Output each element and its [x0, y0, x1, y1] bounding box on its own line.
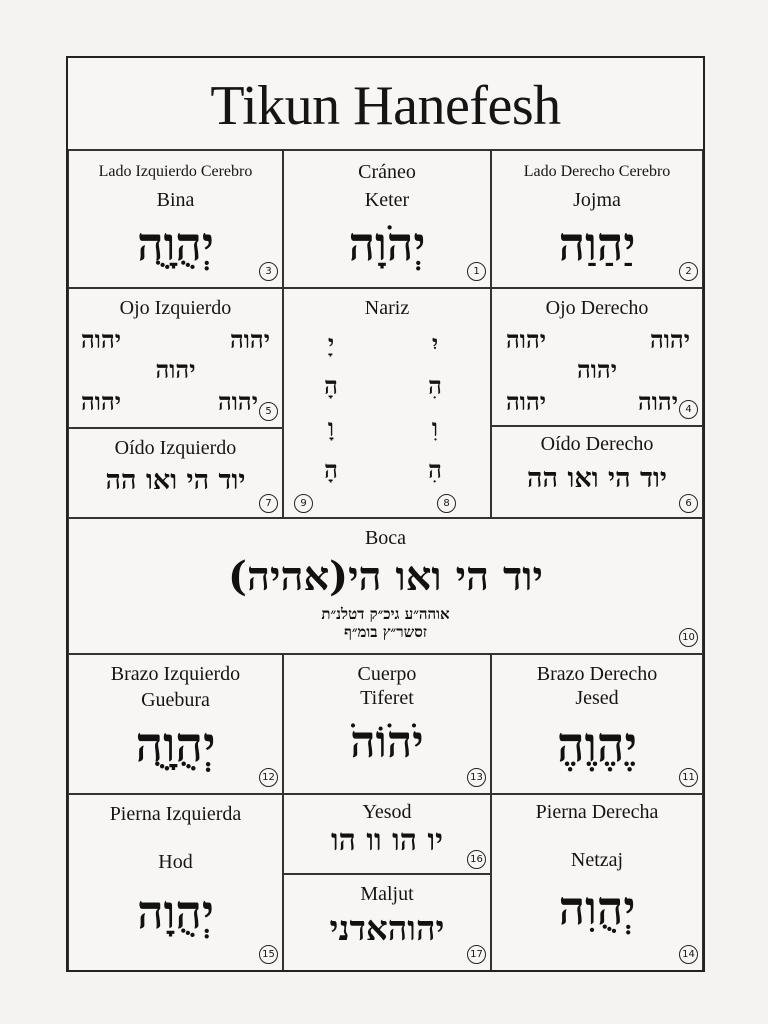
cell-sefira: Bina — [156, 189, 195, 211]
hebrew-name: יַהַוַה — [558, 217, 636, 271]
nariz-column-left — [316, 323, 346, 491]
title-box — [68, 58, 703, 150]
cell-label: Ojo Izquierdo — [119, 297, 232, 319]
hebrew-letter: וָ — [327, 413, 335, 442]
cell-jojma — [491, 150, 703, 288]
number-badge: 15 — [259, 945, 278, 964]
cell-sefira: Jojma — [573, 189, 621, 211]
cell-label: Yesod — [362, 801, 412, 823]
nariz-column-right — [420, 323, 450, 491]
cell-ojo-izquierdo — [68, 288, 283, 428]
number-badge: 5 — [259, 402, 278, 421]
number-badge: 17 — [467, 945, 486, 964]
cell-label: Ojo Derecho — [545, 297, 649, 319]
number-badge: 1 — [467, 262, 486, 281]
cell-label: Cuerpo — [357, 663, 417, 685]
cell-maljut — [283, 874, 491, 970]
hebrew-letter: וִ — [431, 413, 439, 442]
hebrew-name: יהוהאדני — [329, 909, 445, 949]
cell-sefira: Guebura — [141, 689, 210, 711]
cell-oido-derecho — [491, 426, 703, 518]
hebrew-name: יֹהֹוֹהֹ — [350, 717, 424, 768]
cell-sefira: Tiferet — [360, 687, 414, 709]
cell-label: Oído Derecho — [540, 433, 654, 455]
hebrew-letter: הִ — [428, 455, 442, 484]
hebrew-name: יהוה — [576, 355, 618, 384]
hebrew-name: יְהֻוָֻה — [135, 717, 216, 773]
page-title: Tikun Hanefesh — [210, 75, 561, 137]
hebrew-name: יוד הי ואו הה — [527, 463, 667, 494]
number-badge: 13 — [467, 768, 486, 787]
number-badge: 6 — [679, 494, 698, 513]
number-badge: 2 — [679, 262, 698, 281]
hebrew-letter: יָ — [327, 329, 335, 358]
hebrew-letter: יִ — [431, 329, 439, 358]
cell-oido-izquierdo — [68, 428, 283, 518]
hebrew-name: יוד הי ואו הה — [105, 465, 246, 496]
cell-sefira: Jesed — [575, 687, 619, 709]
cell-label: Oído Izquierdo — [114, 437, 237, 459]
tikun-chart — [66, 56, 705, 972]
hebrew-letter: הָ — [324, 371, 338, 400]
hebrew-name: יהוה — [81, 387, 122, 416]
number-badge: 4 — [679, 400, 698, 419]
hebrew-name: יְהֹוָה — [348, 217, 426, 271]
cell-sefira: Hod — [158, 851, 193, 873]
number-badge: 3 — [259, 262, 278, 281]
cell-label: Cráneo — [358, 161, 416, 183]
hebrew-letters-line: אוהה״ע גיכ״ק דטלנ״ת — [321, 605, 450, 623]
cell-keter — [283, 150, 491, 288]
cell-label: Pierna Izquierda — [109, 803, 242, 825]
cell-tiferet — [283, 654, 491, 794]
hebrew-letter: הָ — [324, 455, 338, 484]
hebrew-letters-line: זסשר״ץ בומ״ף — [344, 623, 427, 641]
cell-label: Lado Derecho Cerebro — [523, 163, 671, 180]
cell-netzaj — [491, 794, 703, 970]
hebrew-name: יהוה — [217, 387, 258, 416]
number-badge: 8 — [437, 494, 456, 513]
cell-label: Nariz — [364, 297, 410, 319]
cell-bina — [68, 150, 283, 288]
number-badge: 7 — [259, 494, 278, 513]
cell-label: Pierna Derecha — [535, 801, 659, 823]
hebrew-name: יְהֻוָה — [137, 885, 214, 939]
cell-yesod — [283, 794, 491, 874]
hebrew-name: יהוה — [155, 355, 196, 384]
cell-boca — [68, 518, 703, 654]
hebrew-name: יְהֻוָֻה — [137, 217, 214, 271]
cell-label: Lado Izquierdo Cerebro — [98, 163, 253, 180]
cell-nariz — [283, 288, 491, 518]
number-badge: 12 — [259, 768, 278, 787]
cell-sefira: Keter — [364, 189, 410, 211]
number-badge: 9 — [294, 494, 313, 513]
number-badge: 10 — [679, 628, 698, 647]
hebrew-name: יו הו וו הו — [330, 823, 444, 858]
hebrew-name: יוד הי ואו הי(אהיה) — [228, 553, 543, 600]
hebrew-name: יְהֻוִה — [558, 881, 636, 935]
cell-label: Brazo Izquierdo — [110, 663, 241, 685]
cell-label: Brazo Derecho — [536, 663, 658, 685]
hebrew-name: יהוה — [506, 387, 547, 416]
hebrew-letter: הִ — [428, 371, 442, 400]
number-badge: 16 — [467, 850, 486, 869]
number-badge: 11 — [679, 768, 698, 787]
hebrew-name: יהוה — [81, 325, 122, 354]
number-badge: 14 — [679, 945, 698, 964]
cell-hod — [68, 794, 283, 970]
cell-ojo-derecho — [491, 288, 703, 426]
hebrew-name: יֶהֶוֶהֶ — [556, 717, 638, 773]
cell-guebura — [68, 654, 283, 794]
hebrew-name: יהוה — [637, 387, 678, 416]
hebrew-name: יהוה — [649, 325, 690, 354]
cell-jesed — [491, 654, 703, 794]
hebrew-name: יהוה — [506, 325, 547, 354]
hebrew-name: יהוה — [229, 325, 270, 354]
cell-sefira: Netzaj — [570, 849, 624, 871]
cell-label: Boca — [364, 527, 407, 549]
cell-label: Maljut — [360, 883, 414, 905]
